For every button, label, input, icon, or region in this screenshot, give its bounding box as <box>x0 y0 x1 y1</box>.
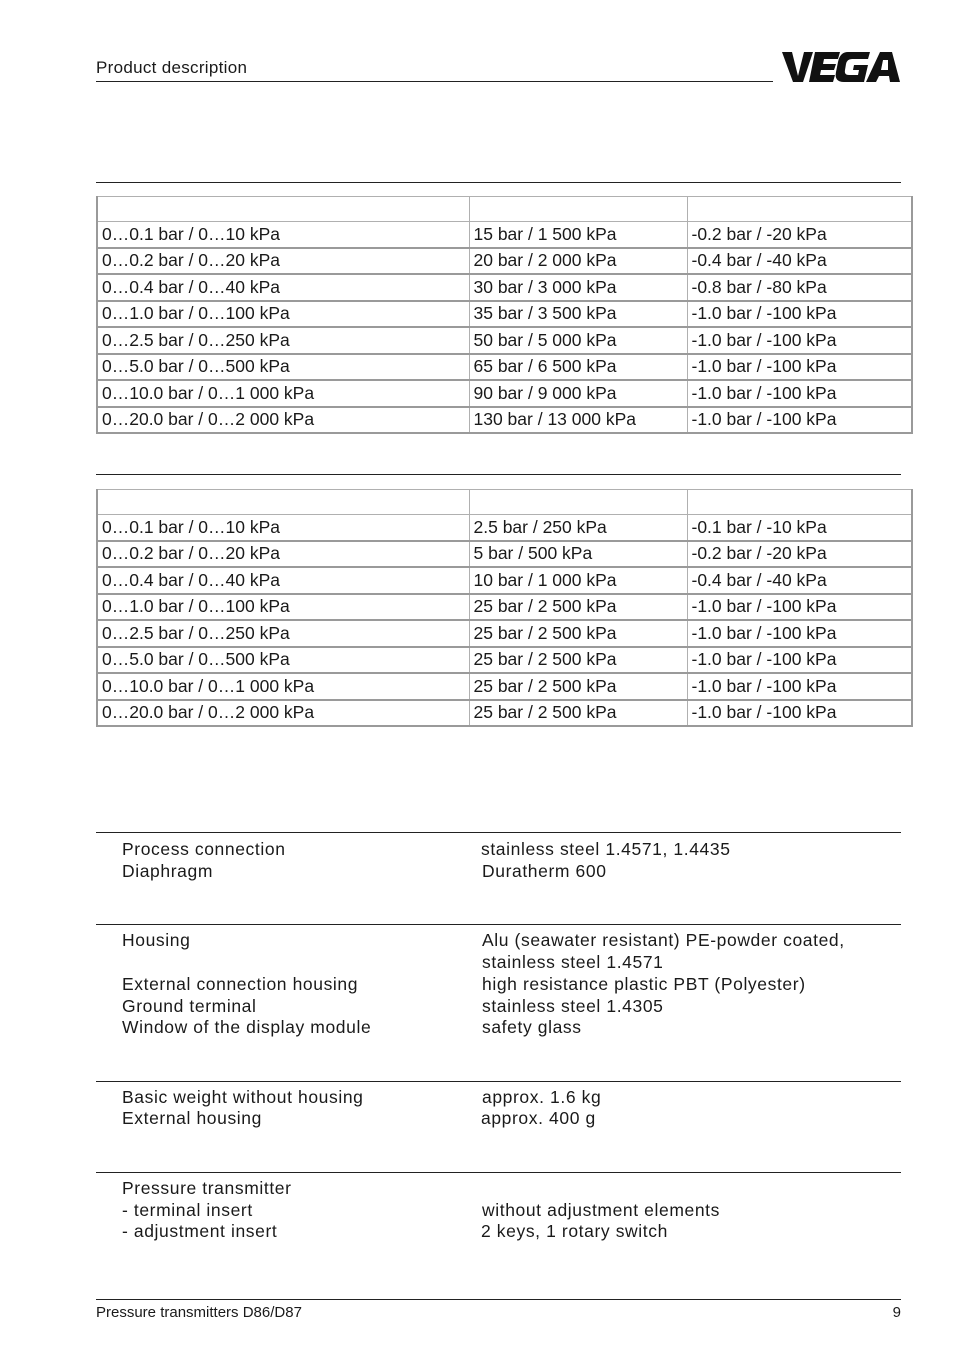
external-housing-weight-label: External housing <box>122 1108 262 1128</box>
document-title: Pressure transmitters D86/D87 <box>96 1304 302 1321</box>
vacuum-cell: -1.0 bar / -100 kPa <box>687 594 912 621</box>
overload-cell: 2.5 bar / 250 kPa <box>469 515 687 541</box>
footer-rule <box>96 1299 901 1300</box>
vacuum-cell: -1.0 bar / -100 kPa <box>687 327 912 354</box>
table-row <box>97 380 912 407</box>
table-row <box>97 700 912 727</box>
table-row <box>97 274 912 301</box>
basic-weight-label: Basic weight without housing <box>122 1087 364 1107</box>
external-connection-housing-label: External connection housing <box>122 974 359 994</box>
table-row <box>97 248 912 275</box>
table1-top-rule <box>96 182 901 183</box>
housing-label: Housing <box>122 930 191 950</box>
materials-wetted-rule <box>96 832 901 833</box>
adjustment-insert-value: 2 keys, 1 rotary switch <box>481 1221 668 1241</box>
table-row <box>97 567 912 594</box>
table-row <box>97 620 912 647</box>
measuring-range-cell: 0…0.1 bar / 0…10 kPa <box>97 222 469 248</box>
external-connection-housing-value: high resistance plastic PBT (Polyester) <box>482 974 806 994</box>
diaphragm-value: Duratherm 600 <box>482 861 607 881</box>
terminal-insert-value: without adjustment elements <box>482 1200 720 1220</box>
measuring-range-cell: 0…10.0 bar / 0…1 000 kPa <box>97 673 469 700</box>
vacuum-cell: -1.0 bar / -100 kPa <box>687 380 912 407</box>
display-window-value: safety glass <box>482 1017 582 1037</box>
table-row <box>97 541 912 568</box>
measuring-range-cell: 0…20.0 bar / 0…2 000 kPa <box>97 407 469 434</box>
table-row <box>97 673 912 700</box>
overload-cell: 25 bar / 2 500 kPa <box>469 700 687 727</box>
housing-value-line2: stainless steel 1.4571 <box>482 952 664 972</box>
table-header-cell <box>687 197 912 222</box>
diaphragm-label: Diaphragm <box>122 861 213 881</box>
pressure-range-table-2 <box>96 489 913 727</box>
page-number: 9 <box>892 1304 901 1321</box>
table-header-cell <box>97 197 469 222</box>
overload-cell: 30 bar / 3 000 kPa <box>469 274 687 301</box>
measuring-range-cell: 0…1.0 bar / 0…100 kPa <box>97 301 469 328</box>
table-row <box>97 407 912 434</box>
ground-terminal-label: Ground terminal <box>122 996 257 1016</box>
table2-top-rule <box>96 474 901 475</box>
pressure-transmitter-label: Pressure transmitter <box>122 1178 292 1198</box>
table-header-cell <box>469 197 687 222</box>
table-row <box>97 354 912 381</box>
overload-cell: 5 bar / 500 kPa <box>469 541 687 568</box>
pressure-range-table-1 <box>96 196 913 434</box>
vacuum-cell: -1.0 bar / -100 kPa <box>687 407 912 434</box>
table-header-row <box>97 197 912 222</box>
overload-cell: 90 bar / 9 000 kPa <box>469 380 687 407</box>
weight-rule <box>96 1081 901 1082</box>
vacuum-cell: -1.0 bar / -100 kPa <box>687 620 912 647</box>
overload-cell: 10 bar / 1 000 kPa <box>469 567 687 594</box>
measuring-range-cell: 0…5.0 bar / 0…500 kPa <box>97 354 469 381</box>
adjustment-rule <box>96 1172 901 1173</box>
table-row <box>97 515 912 541</box>
measuring-range-cell: 0…0.1 bar / 0…10 kPa <box>97 515 469 541</box>
overload-cell: 25 bar / 2 500 kPa <box>469 594 687 621</box>
vacuum-cell: -0.8 bar / -80 kPa <box>687 274 912 301</box>
basic-weight-value: approx. 1.6 kg <box>482 1087 602 1107</box>
overload-cell: 50 bar / 5 000 kPa <box>469 327 687 354</box>
overload-cell: 25 bar / 2 500 kPa <box>469 673 687 700</box>
overload-cell: 15 bar / 1 500 kPa <box>469 222 687 248</box>
table-row <box>97 222 912 248</box>
terminal-insert-label: - terminal insert <box>122 1200 253 1220</box>
ground-terminal-value: stainless steel 1.4305 <box>482 996 664 1016</box>
measuring-range-cell: 0…0.4 bar / 0…40 kPa <box>97 274 469 301</box>
vacuum-cell: -1.0 bar / -100 kPa <box>687 700 912 727</box>
overload-cell: 20 bar / 2 000 kPa <box>469 248 687 275</box>
table-header-row <box>97 490 912 515</box>
vega-logo <box>782 48 902 86</box>
table-row <box>97 327 912 354</box>
vacuum-cell: -1.0 bar / -100 kPa <box>687 647 912 674</box>
table-row <box>97 594 912 621</box>
vacuum-cell: -0.2 bar / -20 kPa <box>687 222 912 248</box>
process-connection-value: stainless steel 1.4571, 1.4435 <box>481 839 731 859</box>
process-connection-label: Process connection <box>122 839 286 859</box>
measuring-range-cell: 0…0.4 bar / 0…40 kPa <box>97 567 469 594</box>
table-row <box>97 647 912 674</box>
vacuum-cell: -0.4 bar / -40 kPa <box>687 567 912 594</box>
section-title: Product description <box>96 58 248 77</box>
measuring-range-cell: 0…5.0 bar / 0…500 kPa <box>97 647 469 674</box>
header-rule <box>96 81 773 82</box>
vacuum-cell: -1.0 bar / -100 kPa <box>687 301 912 328</box>
vacuum-cell: -0.1 bar / -10 kPa <box>687 515 912 541</box>
measuring-range-cell: 0…2.5 bar / 0…250 kPa <box>97 620 469 647</box>
vacuum-cell: -1.0 bar / -100 kPa <box>687 354 912 381</box>
measuring-range-cell: 0…0.2 bar / 0…20 kPa <box>97 248 469 275</box>
vacuum-cell: -1.0 bar / -100 kPa <box>687 673 912 700</box>
vacuum-cell: -0.4 bar / -40 kPa <box>687 248 912 275</box>
materials-housing-rule <box>96 924 901 925</box>
measuring-range-cell: 0…2.5 bar / 0…250 kPa <box>97 327 469 354</box>
overload-cell: 25 bar / 2 500 kPa <box>469 620 687 647</box>
housing-value-line1: Alu (seawater resistant) PE-powder coated, <box>482 930 845 950</box>
overload-cell: 25 bar / 2 500 kPa <box>469 647 687 674</box>
table-row <box>97 301 912 328</box>
overload-cell: 35 bar / 3 500 kPa <box>469 301 687 328</box>
display-window-label: Window of the display module <box>122 1017 372 1037</box>
measuring-range-cell: 0…10.0 bar / 0…1 000 kPa <box>97 380 469 407</box>
measuring-range-cell: 0…1.0 bar / 0…100 kPa <box>97 594 469 621</box>
external-housing-weight-value: approx. 400 g <box>481 1108 596 1128</box>
table-header-cell <box>97 490 469 515</box>
overload-cell: 130 bar / 13 000 kPa <box>469 407 687 434</box>
table-header-cell <box>687 490 912 515</box>
measuring-range-cell: 0…20.0 bar / 0…2 000 kPa <box>97 700 469 727</box>
adjustment-insert-label: - adjustment insert <box>122 1221 278 1241</box>
vacuum-cell: -0.2 bar / -20 kPa <box>687 541 912 568</box>
overload-cell: 65 bar / 6 500 kPa <box>469 354 687 381</box>
measuring-range-cell: 0…0.2 bar / 0…20 kPa <box>97 541 469 568</box>
table-header-cell <box>469 490 687 515</box>
